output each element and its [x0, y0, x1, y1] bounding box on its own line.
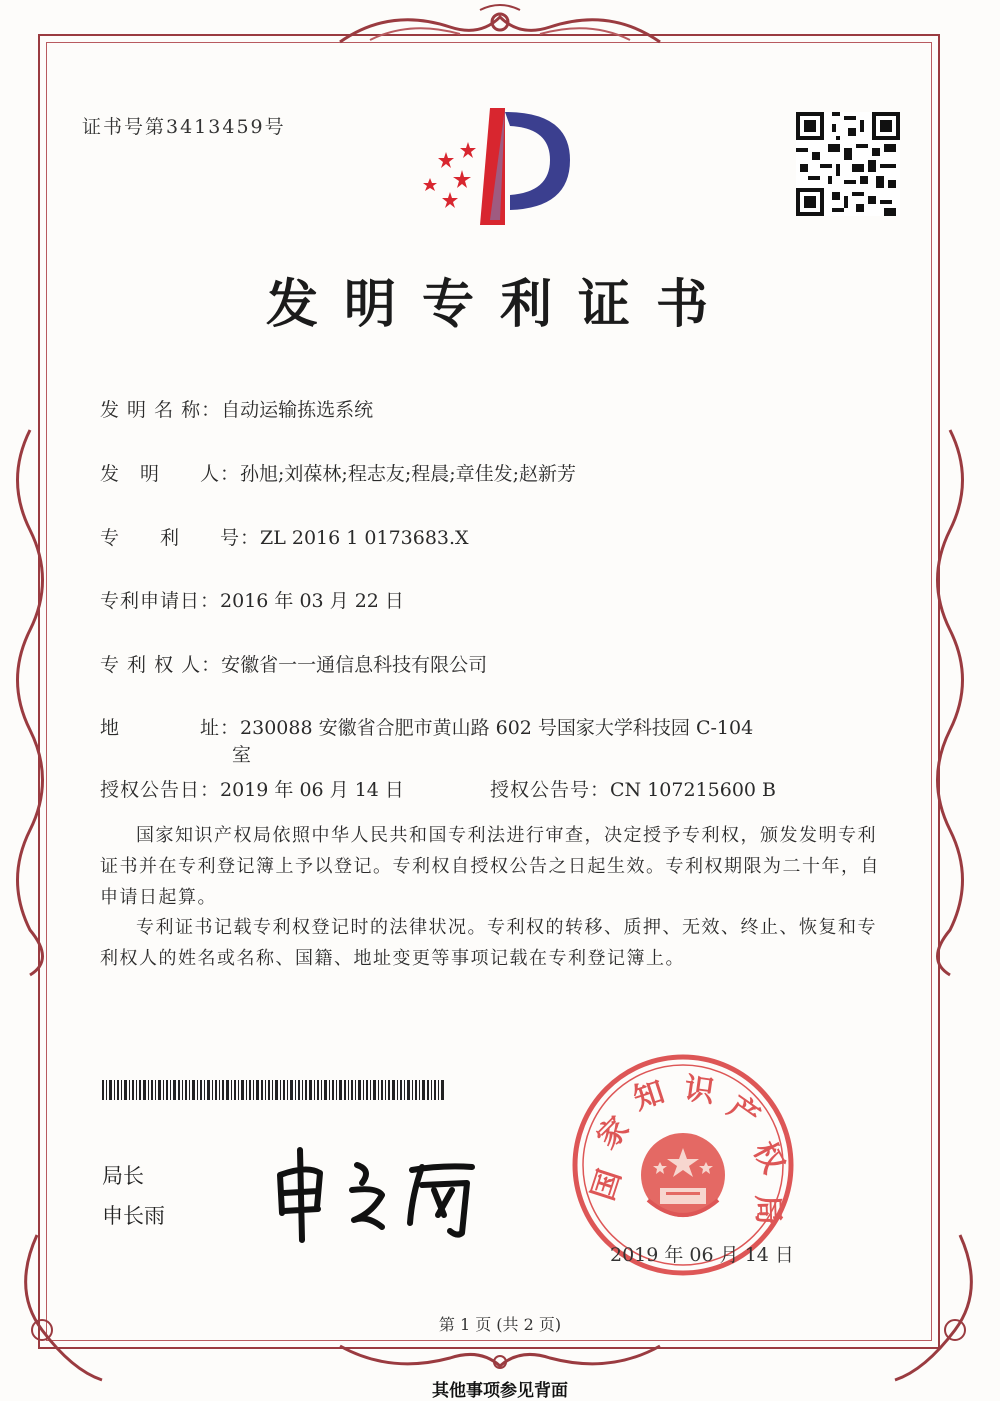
- svg-text:国: 国: [585, 1165, 629, 1205]
- grant-date-label: 授权公告日：: [100, 779, 221, 801]
- address-value-line2: 室: [232, 744, 252, 766]
- patent-number-label: 专 利 号：: [100, 527, 261, 549]
- svg-text:产: 产: [721, 1089, 766, 1136]
- top-ornament: [330, 2, 670, 52]
- patent-number-row: [100, 523, 469, 550]
- bottom-ornament: [330, 1340, 670, 1378]
- barcode-icon: [102, 1080, 447, 1100]
- page-number: 第 1 页 (共 2 页): [438, 1315, 562, 1334]
- patentee-label: 专 利 权 人：: [100, 654, 222, 676]
- cnipa-logo-icon: [410, 100, 580, 230]
- right-ornament: [920, 420, 980, 980]
- svg-text:局: 局: [749, 1194, 786, 1226]
- legal-paragraph-2: 专利证书记载专利权登记时的法律状况。专利权的转移、质押、无效、终止、恢复和专利权人的姓名或名称、国籍、地址变更等事项记载在专利登记簿上。: [100, 917, 877, 969]
- grant-number-label: 授权公告号：: [490, 779, 611, 801]
- invention-name-row: [100, 395, 373, 422]
- inventors-value: 孙旭;刘葆林;程志友;程晨;章佳发;赵新芳: [240, 463, 577, 485]
- handwritten-signature: [262, 1135, 502, 1245]
- legal-paragraph-1: 国家知识产权局依照中华人民共和国专利法进行审查，决定授予专利权，颁发发明专利证书并在专利登记簿上予以登记。专利权自授权公告之日起生效。专利权期限为二十年，自申请日起算。: [100, 825, 880, 908]
- bottom-right-corner-ornament: [885, 1230, 995, 1390]
- certificate-title: 发明专利证书: [265, 274, 734, 335]
- address-label: 地 址：: [100, 717, 241, 739]
- application-date-label: 专利申请日：: [100, 590, 221, 612]
- grant-date-value: 2019 年 06 月 14 日: [220, 779, 404, 801]
- application-date-value: 2016 年 03 月 22 日: [220, 590, 404, 612]
- inventors-label: 发 明 人：: [100, 463, 241, 485]
- svg-text:知: 知: [629, 1074, 669, 1118]
- invention-name-label: 发 明 名 称：: [100, 399, 222, 421]
- inventors-row: [100, 459, 576, 486]
- bottom-left-corner-ornament: [2, 1230, 112, 1390]
- patent-number-value: ZL 2016 1 0173683.X: [260, 527, 469, 549]
- address-row: [100, 713, 753, 740]
- invention-name-value: 自动运输拣选系统: [221, 399, 374, 421]
- address-value-line1: 230088 安徽省合肥市黄山路 602 号国家大学科技园 C-104: [240, 717, 754, 739]
- svg-text:权: 权: [745, 1136, 791, 1179]
- patentee-value: 安徽省一一通信息科技有限公司: [221, 654, 488, 676]
- svg-text:家: 家: [590, 1110, 637, 1157]
- grant-date-row: [100, 775, 404, 802]
- patentee-row: [100, 650, 487, 677]
- seal-date: 2019 年 06 月 14 日: [610, 1244, 794, 1266]
- grant-number-value: CN 107215600 B: [610, 779, 777, 801]
- left-ornament: [0, 420, 60, 980]
- qr-code-icon: [796, 112, 900, 216]
- signatory-title: 局长: [102, 1164, 144, 1188]
- svg-text:识: 识: [682, 1071, 717, 1111]
- footer-note: 其他事项参见背面: [432, 1381, 568, 1401]
- application-date-row: [100, 586, 404, 613]
- grant-number-row: [490, 775, 776, 802]
- signatory-name: 申长雨: [102, 1204, 165, 1228]
- certificate-number: 证书号第3413459号: [82, 116, 286, 138]
